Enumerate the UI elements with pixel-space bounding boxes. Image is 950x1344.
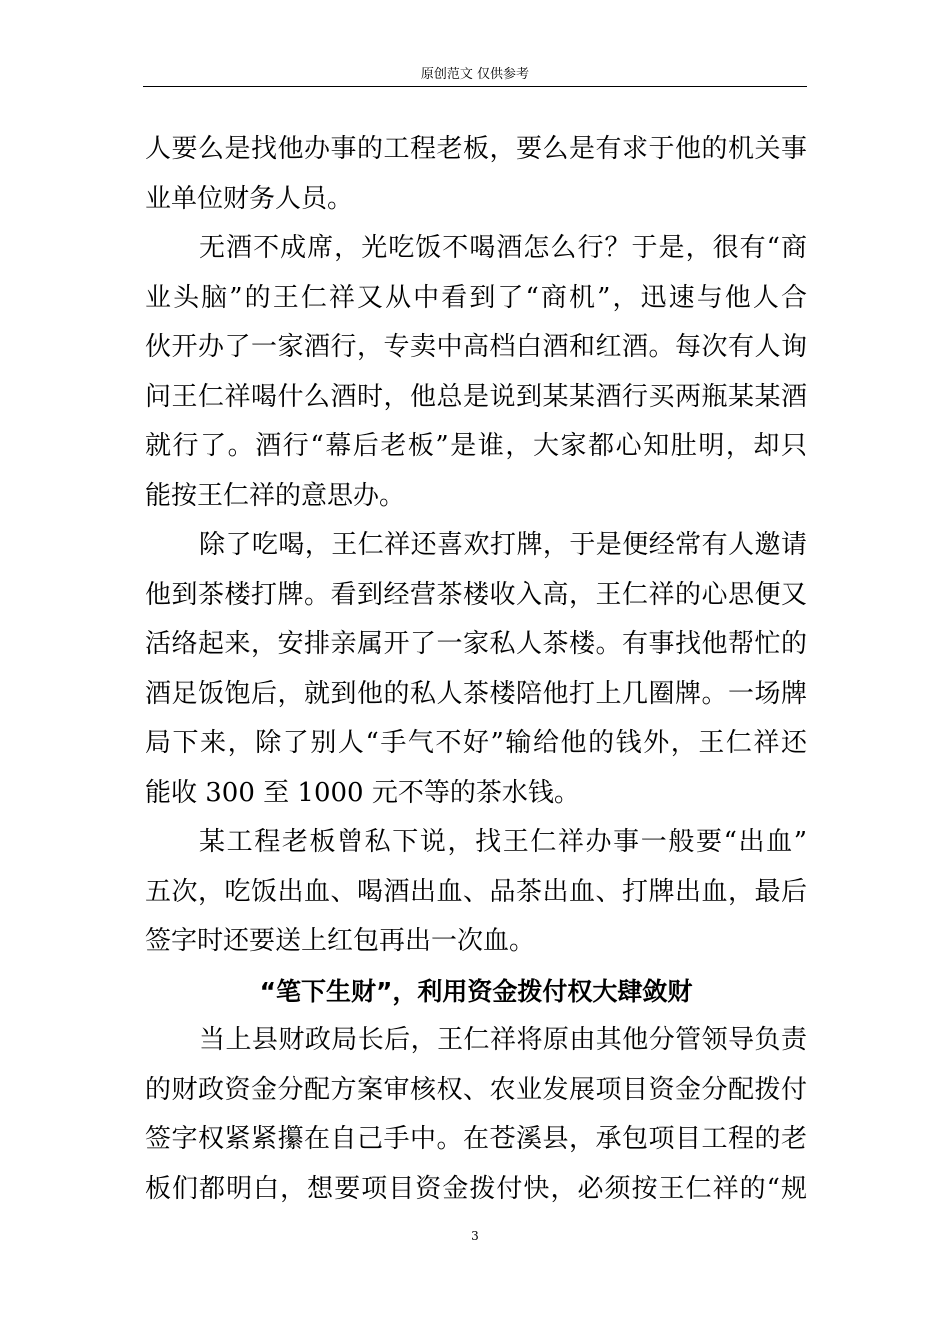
- page-number: 3: [471, 1229, 479, 1243]
- paragraph-line: 某工程老板曾私下说，找王仁祥办事一般要“出血”: [199, 827, 807, 857]
- paragraph-line: 活络起来，安排亲属开了一家私人茶楼。有事找他帮忙的: [145, 629, 807, 659]
- section-heading: “笔下生财”，利用资金拨付权大肆敛财: [259, 976, 693, 1006]
- paragraph-line: 能收 300 至 1000 元不等的茶水钱。: [145, 777, 580, 808]
- page-header: 原创范文 仅供参考: [420, 67, 530, 82]
- paragraph-line: 问王仁祥喝什么酒时，他总是说到某某酒行买两瓶某某酒: [145, 381, 807, 412]
- paragraph-line: 人要么是找他办事的工程老板，要么是有求于他的机关事: [145, 134, 807, 164]
- paragraph-line: 五次，吃饭出血、喝酒出血、品茶出血、打牌出血，最后: [145, 876, 807, 907]
- paragraph-line: 他到茶楼打牌。看到经营茶楼收入高，王仁祥的心思便又: [145, 579, 807, 610]
- paragraph-line: 局下来，除了别人“手气不好”输给他的钱外，王仁祥还: [145, 728, 807, 758]
- paragraph-line: 无酒不成席，光吃饭不喝酒怎么行？于是，很有“商: [199, 233, 807, 263]
- paragraph-line: 板们都明白，想要项目资金拨付快，必须按王仁祥的“规: [145, 1173, 807, 1204]
- paragraph-line: 当上县财政局长后，王仁祥将原由其他分管领导负责: [199, 1025, 807, 1055]
- paragraph-line: 的财政资金分配方案审核权、农业发展项目资金分配拨付: [145, 1074, 807, 1105]
- paragraph-line: 签字权紧紧攥在自己手中。在苍溪县，承包项目工程的老: [145, 1124, 807, 1154]
- paragraph-line: 签字时还要送上红包再出一次血。: [145, 926, 536, 956]
- header-rule: [143, 86, 807, 87]
- paragraph-line: 酒足饭饱后，就到他的私人茶楼陪他打上几圈牌。一场牌: [145, 678, 807, 709]
- paragraph-line: 业单位财务人员。: [145, 183, 354, 214]
- paragraph-line: 业头脑”的王仁祥又从中看到了“商机”，迅速与他人合: [145, 282, 807, 313]
- paragraph-line: 除了吃喝，王仁祥还喜欢打牌，于是便经常有人邀请: [199, 530, 807, 560]
- paragraph-line: 伙开办了一家酒行，专卖中高档白酒和红酒。每次有人询: [145, 332, 807, 362]
- paragraph-line: 就行了。酒行“幕后老板”是谁，大家都心知肚明，却只: [145, 431, 807, 461]
- paragraph-line: 能按王仁祥的意思办。: [145, 480, 406, 511]
- article-body: [145, 125, 807, 1214]
